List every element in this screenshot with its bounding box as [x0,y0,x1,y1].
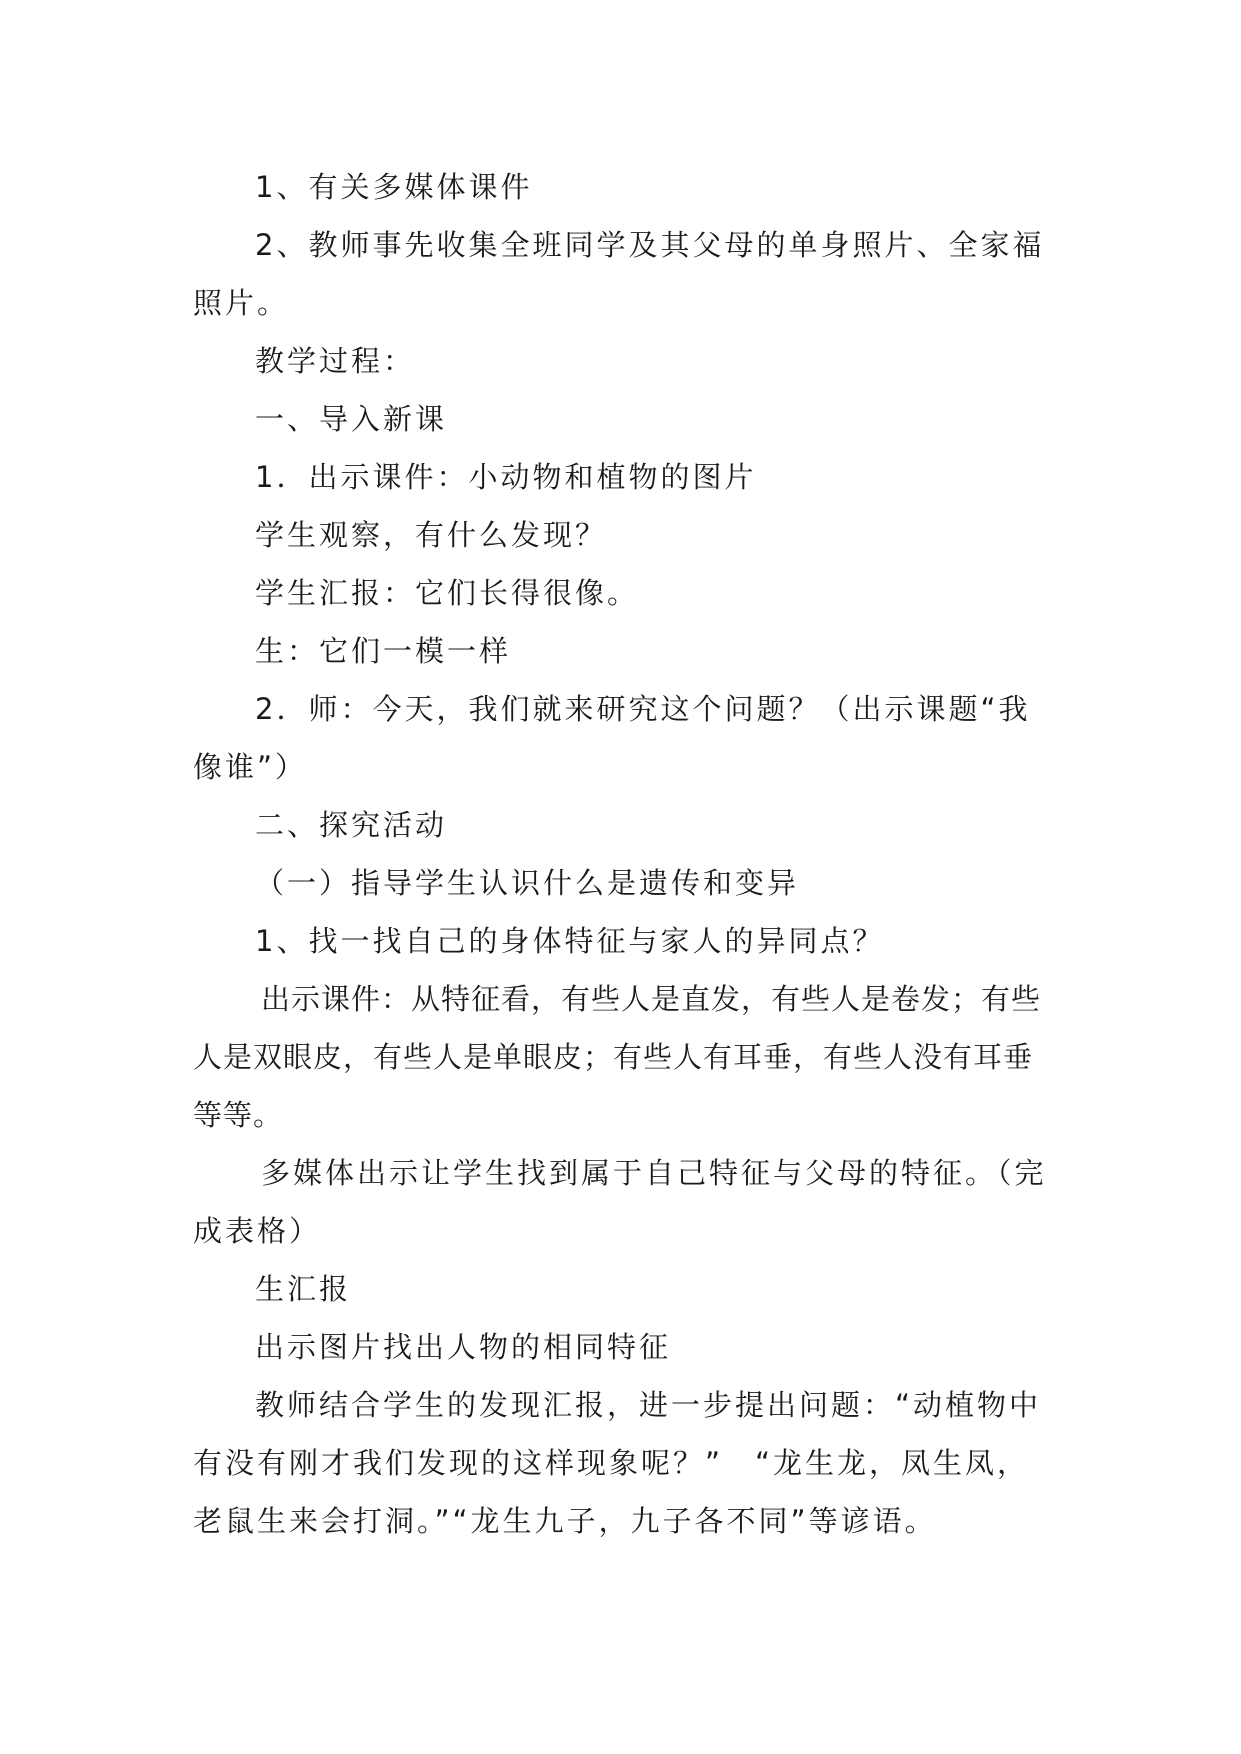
paragraph-multimedia-table: 多媒体出示让学生找到属于自己特征与父母的特征。（完成表格） [193,1156,1047,1248]
paragraph-find-features: 1、找一找自己的身体特征与家人的异同点？ [255,924,885,958]
paragraph-materials-1: 1、有关多媒体课件 [255,170,533,204]
paragraph-student-report: 学生汇报：它们长得很像。 [255,576,640,610]
paragraph-materials-2: 2、教师事先收集全班同学及其父母的单身照片、全家福照片。 [193,228,1045,320]
paragraph-student-summary: 生汇报 [255,1272,352,1306]
paragraph-teacher-question: 教师结合学生的发现汇报，进一步提出问题：“动植物中有没有刚才我们发现的这样现象呢？” “龙生龙，凤生凤，老鼠生来会打洞。”“龙生九子，九子各不同”等谚语。 [193,1388,1042,1538]
document-body [193,158,1053,1550]
paragraph-show-features: 出示课件：从特征看，有些人是直发，有些人是卷发；有些人是双眼皮，有些人是单眼皮；有些人有耳垂，有些人没有耳垂等等。 [193,982,1042,1132]
heading-teaching-process: 教学过程： [255,344,416,378]
heading-section-2: 二、探究活动 [255,808,448,842]
paragraph-show-pictures: 出示图片找出人物的相同特征 [255,1330,672,1364]
heading-section-1: 一、导入新课 [255,402,448,436]
paragraph-step-1: 1．出示课件：小动物和植物的图片 [255,460,757,494]
heading-subsection-1: （一）指导学生认识什么是遗传和变异 [255,866,800,900]
paragraph-step-2: 2．师：今天，我们就来研究这个问题？（出示课题“我像谁”） [193,692,1031,784]
paragraph-student-observe: 学生观察，有什么发现？ [255,518,608,552]
paragraph-student-answer: 生：它们一模一样 [255,634,512,668]
